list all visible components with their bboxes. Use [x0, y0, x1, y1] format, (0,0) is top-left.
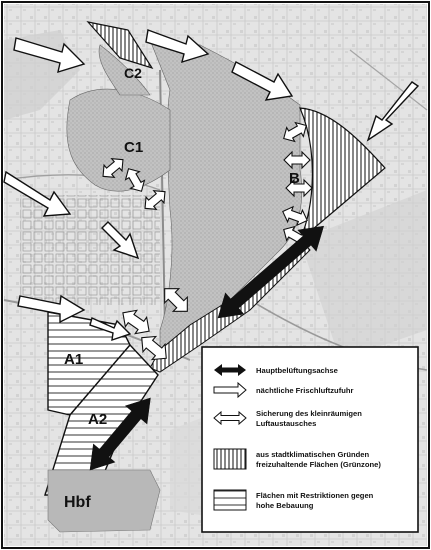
legend-green-zone-swatch: [214, 449, 246, 469]
legend-green-zone-label-1: aus stadtklimatischen Gründen: [256, 450, 370, 459]
legend-restriction-label-2: hohe Bebauung: [256, 501, 314, 510]
legend-restriction-label-1: Flächen mit Restriktionen gegen: [256, 491, 374, 500]
label-a1: A1: [64, 351, 84, 368]
legend-main-axis-label: Hauptbelüftungsachse: [256, 366, 338, 375]
label-c1: C1: [124, 139, 144, 156]
legend: [202, 347, 418, 532]
legend-small-exchange-label-1: Sicherung des kleinräumigen: [256, 409, 362, 418]
legend-small-exchange-label-2: Luftaustausches: [256, 419, 317, 428]
legend-fresh-air-label: nächtliche Frischluftzufuhr: [256, 386, 354, 395]
label-hbf: Hbf: [64, 494, 91, 511]
legend-restriction-swatch: [214, 490, 246, 510]
label-a2: A2: [88, 411, 108, 428]
legend-green-zone-label-2: freizuhaltende Flächen (Grünzone): [256, 460, 381, 469]
label-c2: C2: [124, 65, 142, 81]
label-b: B: [289, 170, 300, 187]
